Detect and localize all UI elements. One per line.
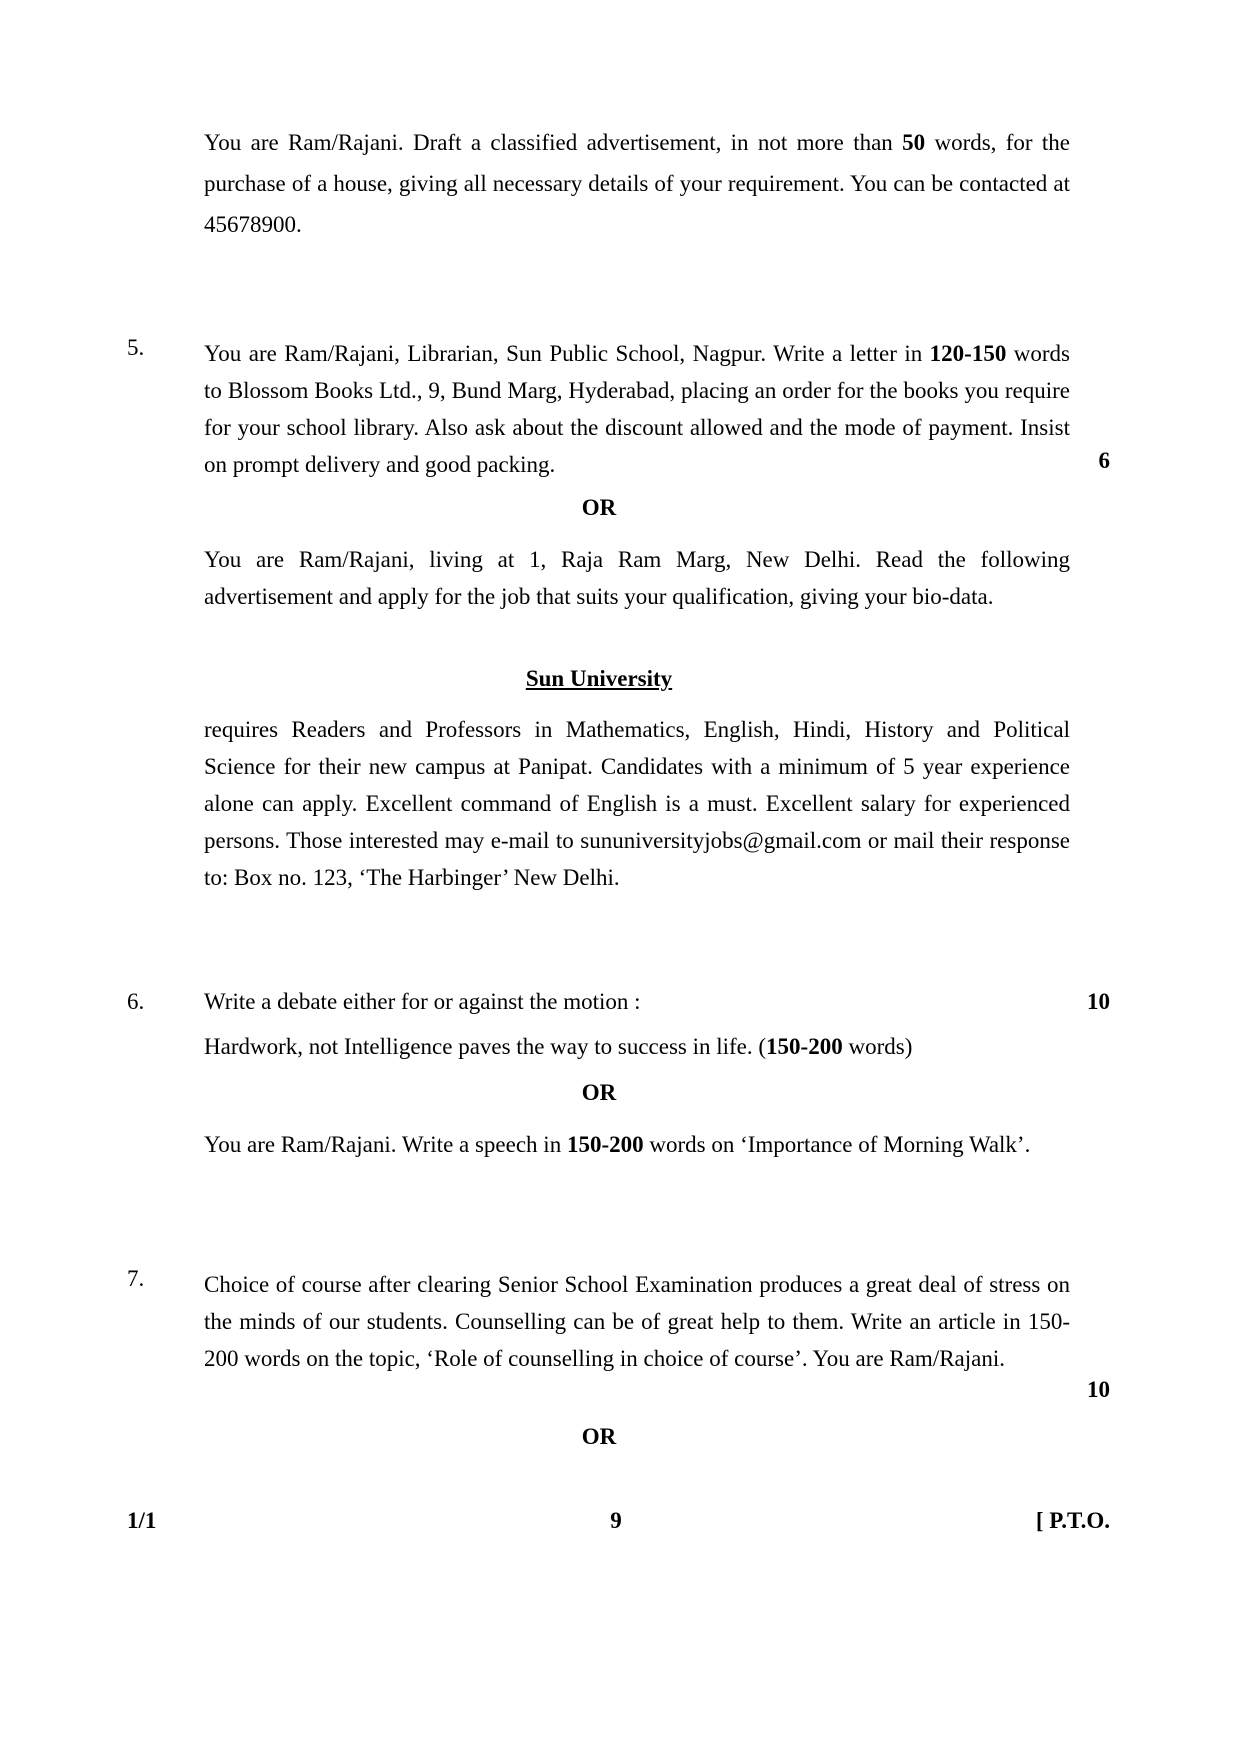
- word-limit: 150-200: [566, 1132, 644, 1157]
- marks-q7: 10: [1087, 1377, 1110, 1402]
- or-divider-q7: OR: [581, 1424, 617, 1449]
- ad-heading: Sun University: [525, 666, 673, 691]
- classified-ad-question: [204, 122, 1070, 245]
- text-segment: words to Blossom Books Ltd., 9, Bund Marg, Hyderabad, placing an order for the books you require for your school library. Also ask about the discount allowed and the mode of payment. Insist on prompt delivery and good packing.: [204, 341, 1070, 477]
- text-segment: You are Ram/Rajani, Librarian, Sun Public School, Nagpur. Write a letter in: [204, 341, 930, 366]
- job-application-question: You are Ram/Rajani, living at 1, Raja Ram Marg, New Delhi. Read the following advertisement and apply for the job that suits your qualification, giving your bio-data.: [204, 547, 1070, 609]
- text-segment: Hardwork, not Intelligence paves the way to success in life. (: [204, 1034, 767, 1059]
- footer-pto: [ P.T.O.: [1035, 1508, 1110, 1533]
- or-divider-q5: OR: [581, 495, 617, 520]
- question-number-7: 7.: [127, 1266, 145, 1291]
- text-segment: words on ‘Importance of Morning Walk’.: [643, 1132, 1031, 1157]
- question-number-6: 6.: [127, 989, 145, 1014]
- word-limit: 50: [902, 130, 926, 155]
- footer-code: 1/1: [127, 1508, 157, 1533]
- or-divider-q6: OR: [581, 1080, 617, 1105]
- ad-body: requires Readers and Professors in Mathematics, English, Hindi, History and Political Science for their new campus at Panipat. Candidates with a minimum of 5 year experience alone can apply. Excellent command of English is a must. Excellent salary for experienced persons. Those interested may e-mail to sununiversityjobs@gmail.com or mail their response to: Box no. 123, ‘The Harbinger’ New Delhi.: [204, 717, 1070, 890]
- marks-q5: 6: [1098, 448, 1110, 473]
- page-number: 9: [610, 1508, 622, 1533]
- text-segment: You are Ram/Rajani. Draft a classified advertisement, in not more than: [204, 130, 903, 155]
- speech-question: [204, 1126, 1070, 1163]
- letter-question: [204, 335, 1070, 483]
- debate-question: Write a debate either for or against the motion :: [204, 989, 641, 1014]
- word-limit: 120-150: [929, 341, 1007, 366]
- word-limit: 150-200: [766, 1034, 843, 1059]
- question-number-5: 5.: [127, 335, 145, 360]
- debate-motion: [204, 1034, 1070, 1060]
- text-segment: words): [842, 1034, 913, 1059]
- text-segment: You are Ram/Rajani. Write a speech in: [204, 1132, 567, 1157]
- marks-q6: 10: [1087, 989, 1110, 1014]
- text-segment: words, for the purchase of a house, giving all necessary details of your requirement. You can be contacted at 45678900.: [204, 130, 1071, 237]
- article-question: Choice of course after clearing Senior School Examination produces a great deal of stress on the minds of our students. Counselling can be of great help to them. Write an article in 150-200 words on the topic, ‘Role of counselling in choice of course’. You are Ram/Rajani.: [204, 1272, 1070, 1371]
